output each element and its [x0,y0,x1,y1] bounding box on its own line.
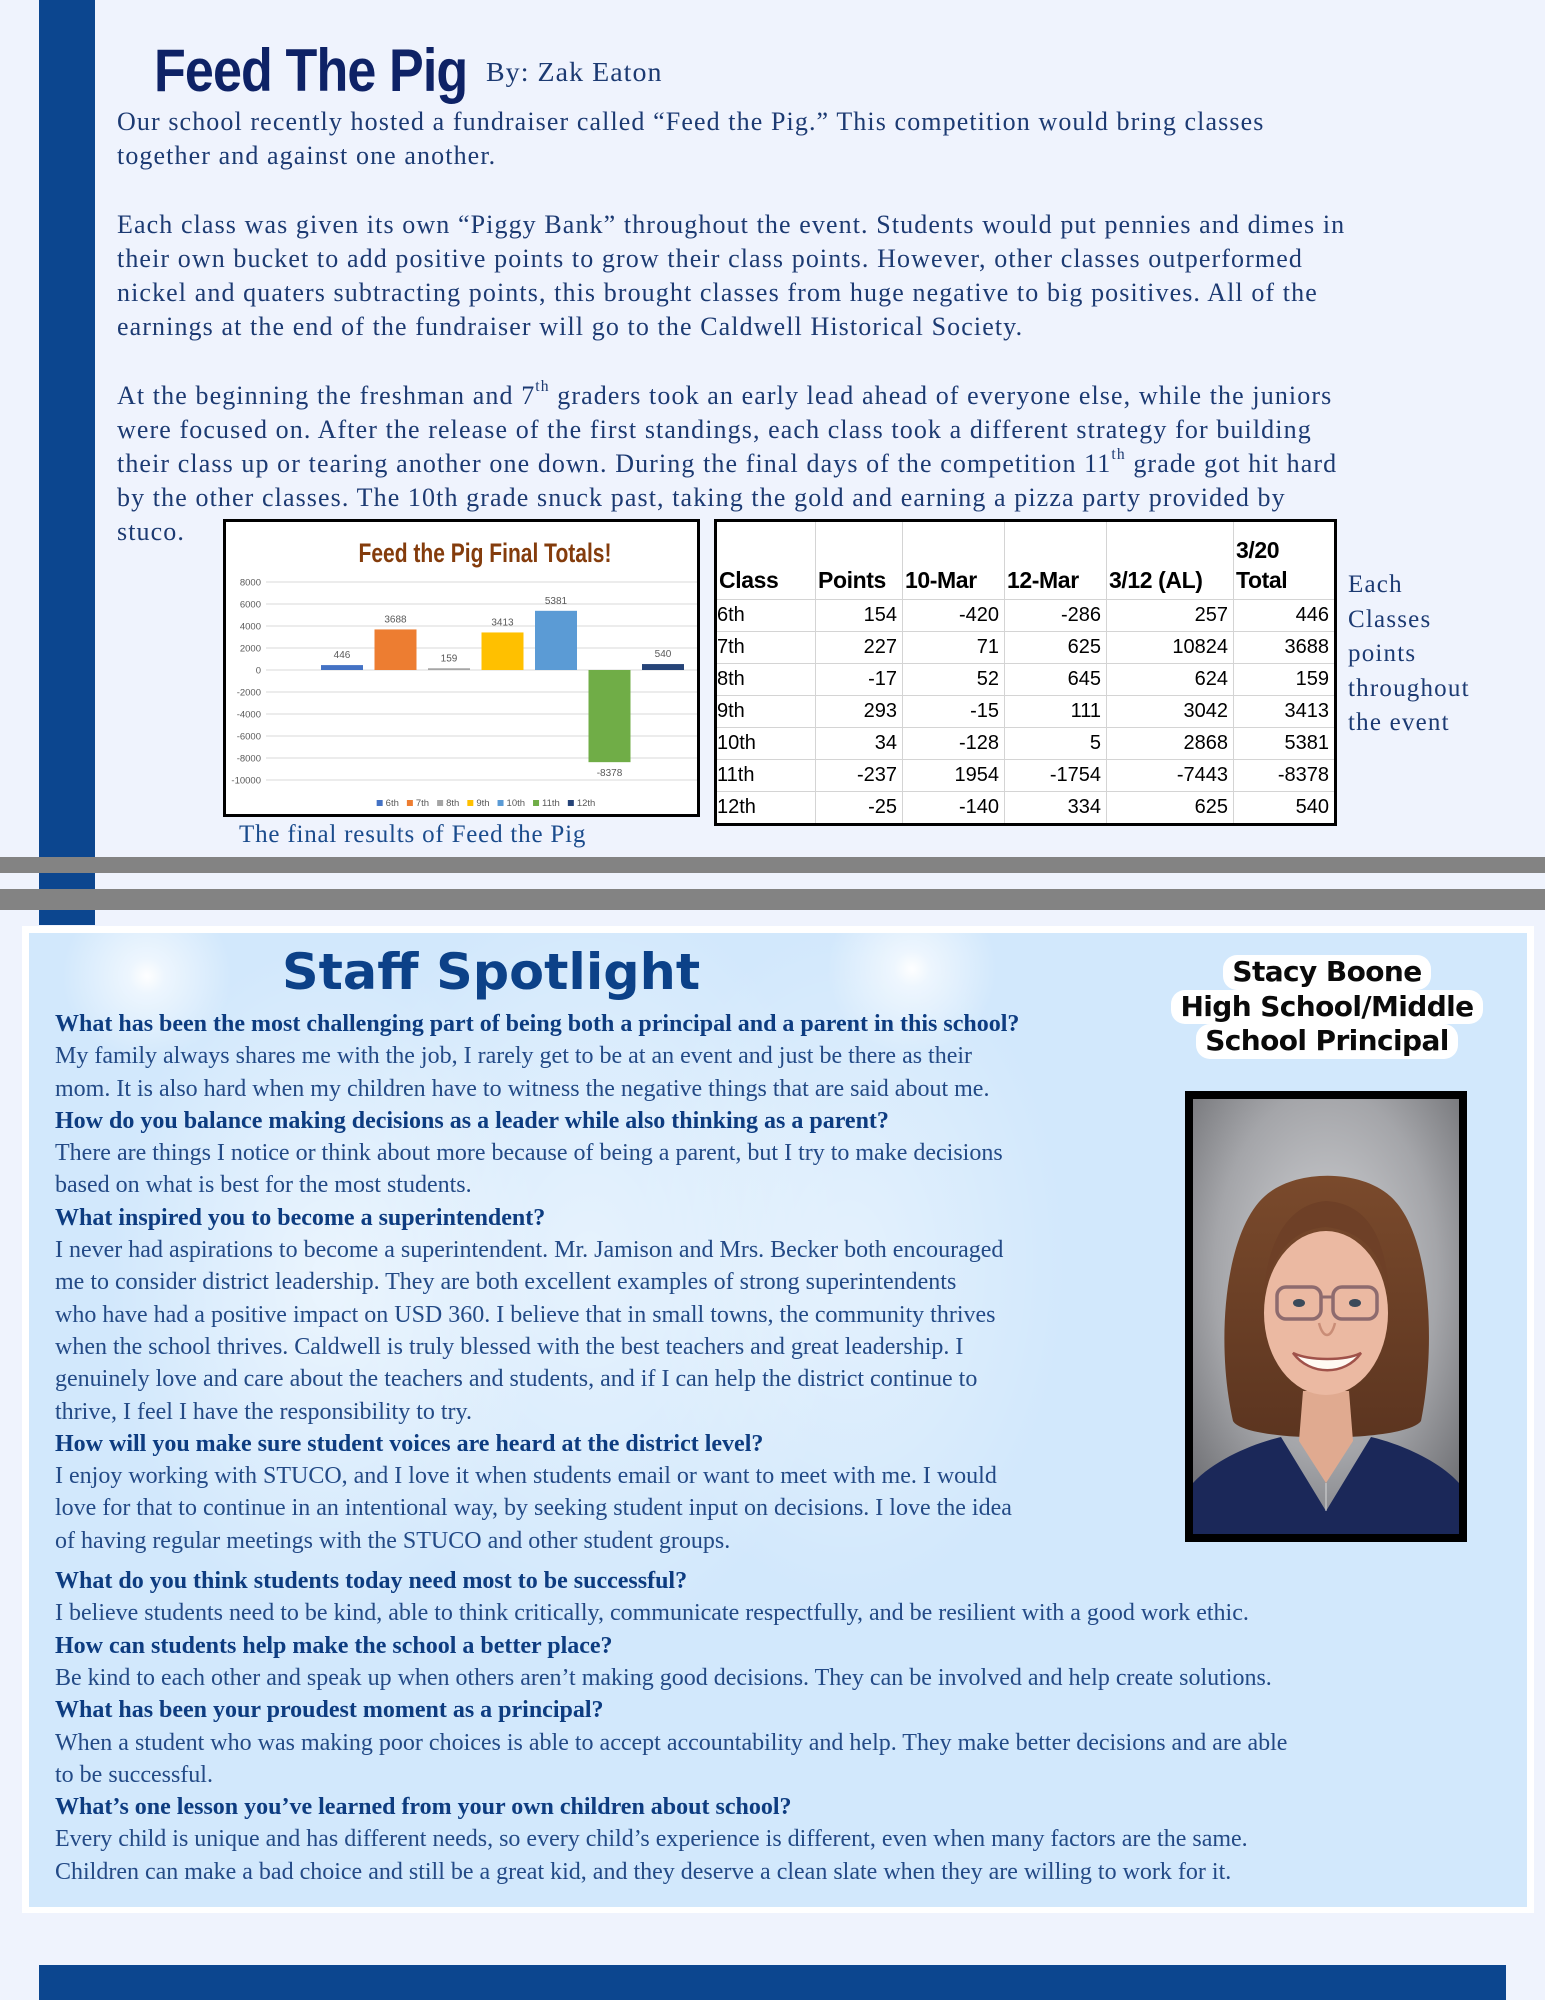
value-cell: 3688 [1234,632,1336,664]
value-cell: -25 [816,792,903,825]
y-tick-label: -10000 [231,775,261,787]
answer-line: Children can make a bad choice and still be a great kid, and they deserve a clean slate when they are willing to work for it. [55,1858,1232,1885]
answer-line: Be kind to each other and speak up when others aren’t making good decisions. They can be involved and help create solutions. [55,1664,1272,1691]
section-divider-bar [0,889,1545,910]
legend-item [467,798,489,809]
legend-swatch [437,800,443,806]
bar-label-9th: 3413 [491,617,514,629]
paragraph-line [117,481,1286,515]
article-paragraph [117,105,1527,173]
answer-line: love for that to continue in an intentional way, by seeking student input on decisions. I love the idea [55,1495,1012,1522]
qa-item [55,1694,1495,1791]
answer-line: me to consider district leadership. They are both excellent examples of strong superintendents [55,1269,957,1296]
bar-label-7th: 3688 [384,614,407,626]
table-row [716,664,1336,696]
answer-line: I never had aspirations to become a superintendent. Mr. Jamison and Mrs. Becker both encouraged [55,1237,1004,1264]
value-cell: 71 [903,632,1005,664]
value-cell: 645 [1005,664,1107,696]
question: How can students help make the school a better place? [55,1632,613,1659]
paragraph-line [117,379,1332,413]
legend-label: 10th [506,798,526,809]
value-cell: 3413 [1234,696,1336,728]
legend-label: 11th [542,798,560,809]
bar-8th [428,668,470,670]
legend-item [377,798,399,809]
bar-label-8th: 159 [440,653,458,665]
table-row [716,632,1336,664]
class-cell: 7th [716,632,816,664]
legend-item [533,798,560,809]
paragraph-line [117,310,1023,344]
text-segment: earnings at the end of the fundraiser will go to the Caldwell Historical Society. [117,312,1024,342]
qa-item [55,1202,1495,1428]
table-row [716,760,1336,792]
legend-label: 8th [446,798,460,809]
question: What has been the most challenging part of being both a principal and a parent in this school? [55,1011,1020,1037]
text-segment: Each class was given its own “Piggy Bank” throughout the event. Students would put pennies and dimes in [117,209,1346,239]
value-cell: 159 [1234,664,1336,696]
answer-line: Every child is unique and has different needs, so every child’s experience is different, even when many factors are the same. [55,1826,1248,1853]
value-cell: -286 [1005,600,1107,632]
ordinal-suffix: th [535,377,550,395]
question: How will you make sure student voices are heard at the district level? [55,1430,764,1457]
value-cell: 34 [816,728,903,760]
class-cell: 11th [716,760,816,792]
text-segment: by the other classes. The 10th grade snuck past, taking the gold and earning a pizza party provided by [117,483,1286,513]
table-row [716,600,1336,632]
column-header-12-mar: 12-Mar [1005,521,1107,600]
bar-chart [223,519,700,817]
value-cell: 10824 [1107,632,1234,664]
value-cell: -1754 [1005,760,1107,792]
legend-swatch [407,800,413,806]
article-body [117,105,1527,584]
table-note-line: Each [1348,571,1403,598]
answer-line: thrive, I feel I have the responsibility to try. [55,1398,472,1425]
table-body [716,600,1336,825]
name-card-role: High School/Middle [1171,990,1482,1025]
article-byline: By: Zak Eaton [486,57,663,87]
table-note [1348,568,1538,741]
table-header-row [716,521,1336,600]
value-cell: 334 [1005,792,1107,825]
table-row [716,696,1336,728]
question: What do you think students today need most to be successful? [55,1568,688,1595]
y-tick-label: 2000 [239,643,261,655]
value-cell: 293 [816,696,903,728]
value-cell: -128 [903,728,1005,760]
bar-label-11th: -8378 [596,768,623,780]
legend-swatch [377,800,383,806]
value-cell: 257 [1107,600,1234,632]
bar-7th [375,629,417,670]
value-cell: 227 [816,632,903,664]
class-cell: 8th [716,664,816,696]
qa-item [55,1630,1495,1695]
answer-line: My family always shares me with the job, I rarely get to be at an event and just be there as their [55,1043,973,1070]
legend-swatch [568,800,574,806]
paragraph-line [117,413,1312,447]
y-tick-label: -2000 [236,687,261,699]
legend-swatch [467,800,473,806]
qa-item [55,1791,1495,1888]
text-segment: stuco. [117,517,185,547]
paragraph-line [117,276,1318,310]
qa-item [55,1008,1495,1105]
value-cell: 624 [1107,664,1234,696]
answer-line: when the school thrives. Caldwell is truly blessed with the best teachers and great leadership. I [55,1333,964,1360]
answer-line: genuinely love and care about the teachers and students, and if I can help the district continue to [55,1366,978,1393]
paragraph-line [117,105,1264,139]
question: What has been your proudest moment as a principal? [55,1697,604,1724]
text-segment: At the beginning the freshman and 7 [117,380,536,410]
answer-line: of having regular meetings with the STUCO and other student groups. [55,1527,731,1554]
value-cell: -17 [816,664,903,696]
chart-legend [377,798,596,809]
text-segment: their class up or tearing another one down. During the final days of the competition 11 [117,448,1112,478]
y-tick-label: 8000 [239,577,261,589]
y-tick-label: 6000 [239,599,261,611]
value-cell: 5 [1005,728,1107,760]
legend-swatch [533,800,539,806]
value-cell: 154 [816,600,903,632]
value-cell: -140 [903,792,1005,825]
legend-item [498,798,526,809]
paragraph-line [117,447,1337,481]
y-tick-label: 4000 [239,621,261,633]
value-cell: -237 [816,760,903,792]
paragraph-line [117,208,1345,242]
article-title: Feed The Pig [154,37,468,104]
answer-line: based on what is best for the most students. [55,1172,472,1199]
bar-12th [642,664,684,670]
text-segment: were focused on. After the release of the first standings, each class took a different strategy for building [117,414,1312,444]
value-cell: 111 [1005,696,1107,728]
column-header-class: Class [716,521,816,600]
table-note-line: Classes [1348,605,1432,633]
name-card-name: Stacy Boone [1223,955,1430,990]
answer-line: There are things I notice or think about more because of being a parent, but I try to make decisions [55,1140,1003,1167]
value-cell: 625 [1005,632,1107,664]
text-segment: their own bucket to add positive points to grow their class points. However, other classes outperformed [117,243,1303,273]
spotlight-interview [55,1008,1495,1888]
legend-item [407,798,429,809]
question: What’s one lesson you’ve learned from your own children about school? [55,1794,792,1821]
legend-swatch [498,800,504,806]
legend-item [437,798,459,809]
class-cell: 10th [716,728,816,760]
footer-bar [39,1965,1506,2000]
qa-item [55,1105,1495,1202]
answer-line: When a student who was making poor choices is able to accept accountability and help. They make better decisions and are able [55,1729,1288,1756]
bar-6th [321,665,363,670]
y-tick-label: 0 [255,665,261,677]
text-segment: Our school recently hosted a fundraiser called “Feed the Pig.” This competition would bring classes [117,107,1265,136]
answer-line: I believe students need to be kind, able to think critically, communicate respectfully, and be resilient with a good work ethic. [55,1600,1249,1627]
paragraph-line [117,242,1303,276]
chart-caption: The final results of Feed the Pig [239,821,587,848]
table-row [716,792,1336,825]
bar-11th [589,670,631,762]
section-divider-bar [0,857,1545,873]
table-note-line: throughout [1348,674,1470,702]
value-cell: 540 [1234,792,1336,825]
class-cell: 9th [716,696,816,728]
text-segment: grade got hit hard [1125,448,1338,478]
table-note-line: the event [1348,709,1450,736]
column-header-3-12-al: 3/12 (AL) [1107,521,1234,600]
text-segment: nickel and quaters subtracting points, this brought classes from huge negative to big positives. All of the [117,277,1318,307]
value-cell: 625 [1107,792,1234,825]
paragraph-line [117,515,185,549]
bar-label-12th: 540 [654,649,672,661]
chart-canvas [226,522,697,814]
paragraph-line [117,139,496,173]
bar-9th [482,632,524,670]
value-cell: -7443 [1107,760,1234,792]
y-tick-label: -4000 [236,709,261,721]
value-cell: -8378 [1234,760,1336,792]
column-header-3-20-total: 3/20 Total [1234,521,1336,600]
legend-label: 6th [385,798,399,809]
text-segment: graders took an early lead ahead of everyone else, while the juniors [549,380,1333,410]
chart-title: Feed the Pig Final Totals! [358,538,612,568]
spotlight-title: Staff Spotlight [282,943,701,1001]
question: What inspired you to become a superintendent? [55,1204,546,1231]
article-paragraph [117,208,1527,345]
ordinal-suffix: th [1111,445,1126,463]
value-cell: 1954 [903,760,1005,792]
bar-label-6th: 446 [333,650,351,662]
value-cell: -420 [903,600,1005,632]
qa-item [55,1428,1495,1557]
y-tick-label: -8000 [236,753,261,765]
class-cell: 12th [716,792,816,825]
answer-line: who have had a positive impact on USD 360. I believe that in small towns, the community thrives [55,1301,996,1328]
class-cell: 6th [716,600,816,632]
points-table [714,519,1337,826]
left-accent-bar [39,0,95,925]
value-cell: 2868 [1107,728,1234,760]
table-note-line: points [1348,640,1417,667]
column-header-10-mar: 10-Mar [903,521,1005,600]
value-cell: 52 [903,664,1005,696]
text-segment: together and against one another. [117,141,497,171]
name-card-role: School Principal [1196,1024,1458,1059]
qa-item [55,1565,1495,1630]
legend-item [568,798,596,809]
column-header-points: Points [816,521,903,600]
value-cell: -15 [903,696,1005,728]
value-cell: 446 [1234,600,1336,632]
answer-line: to be successful. [55,1761,213,1788]
legend-label: 9th [476,798,490,809]
legend-label: 12th [576,798,596,809]
value-cell: 5381 [1234,728,1336,760]
answer-line: mom. It is also hard when my children have to witness the negative things that are said about me. [55,1075,990,1102]
question: How do you balance making decisions as a leader while also thinking as a parent? [55,1107,889,1134]
legend-label: 7th [415,798,430,809]
bar-10th [535,611,577,670]
answer-line: I enjoy working with STUCO, and I love it when students email or want to meet with me. I would [55,1463,997,1490]
value-cell: 3042 [1107,696,1234,728]
y-tick-label: -6000 [236,731,261,743]
bar-label-10th: 5381 [544,595,568,607]
table-row [716,728,1336,760]
